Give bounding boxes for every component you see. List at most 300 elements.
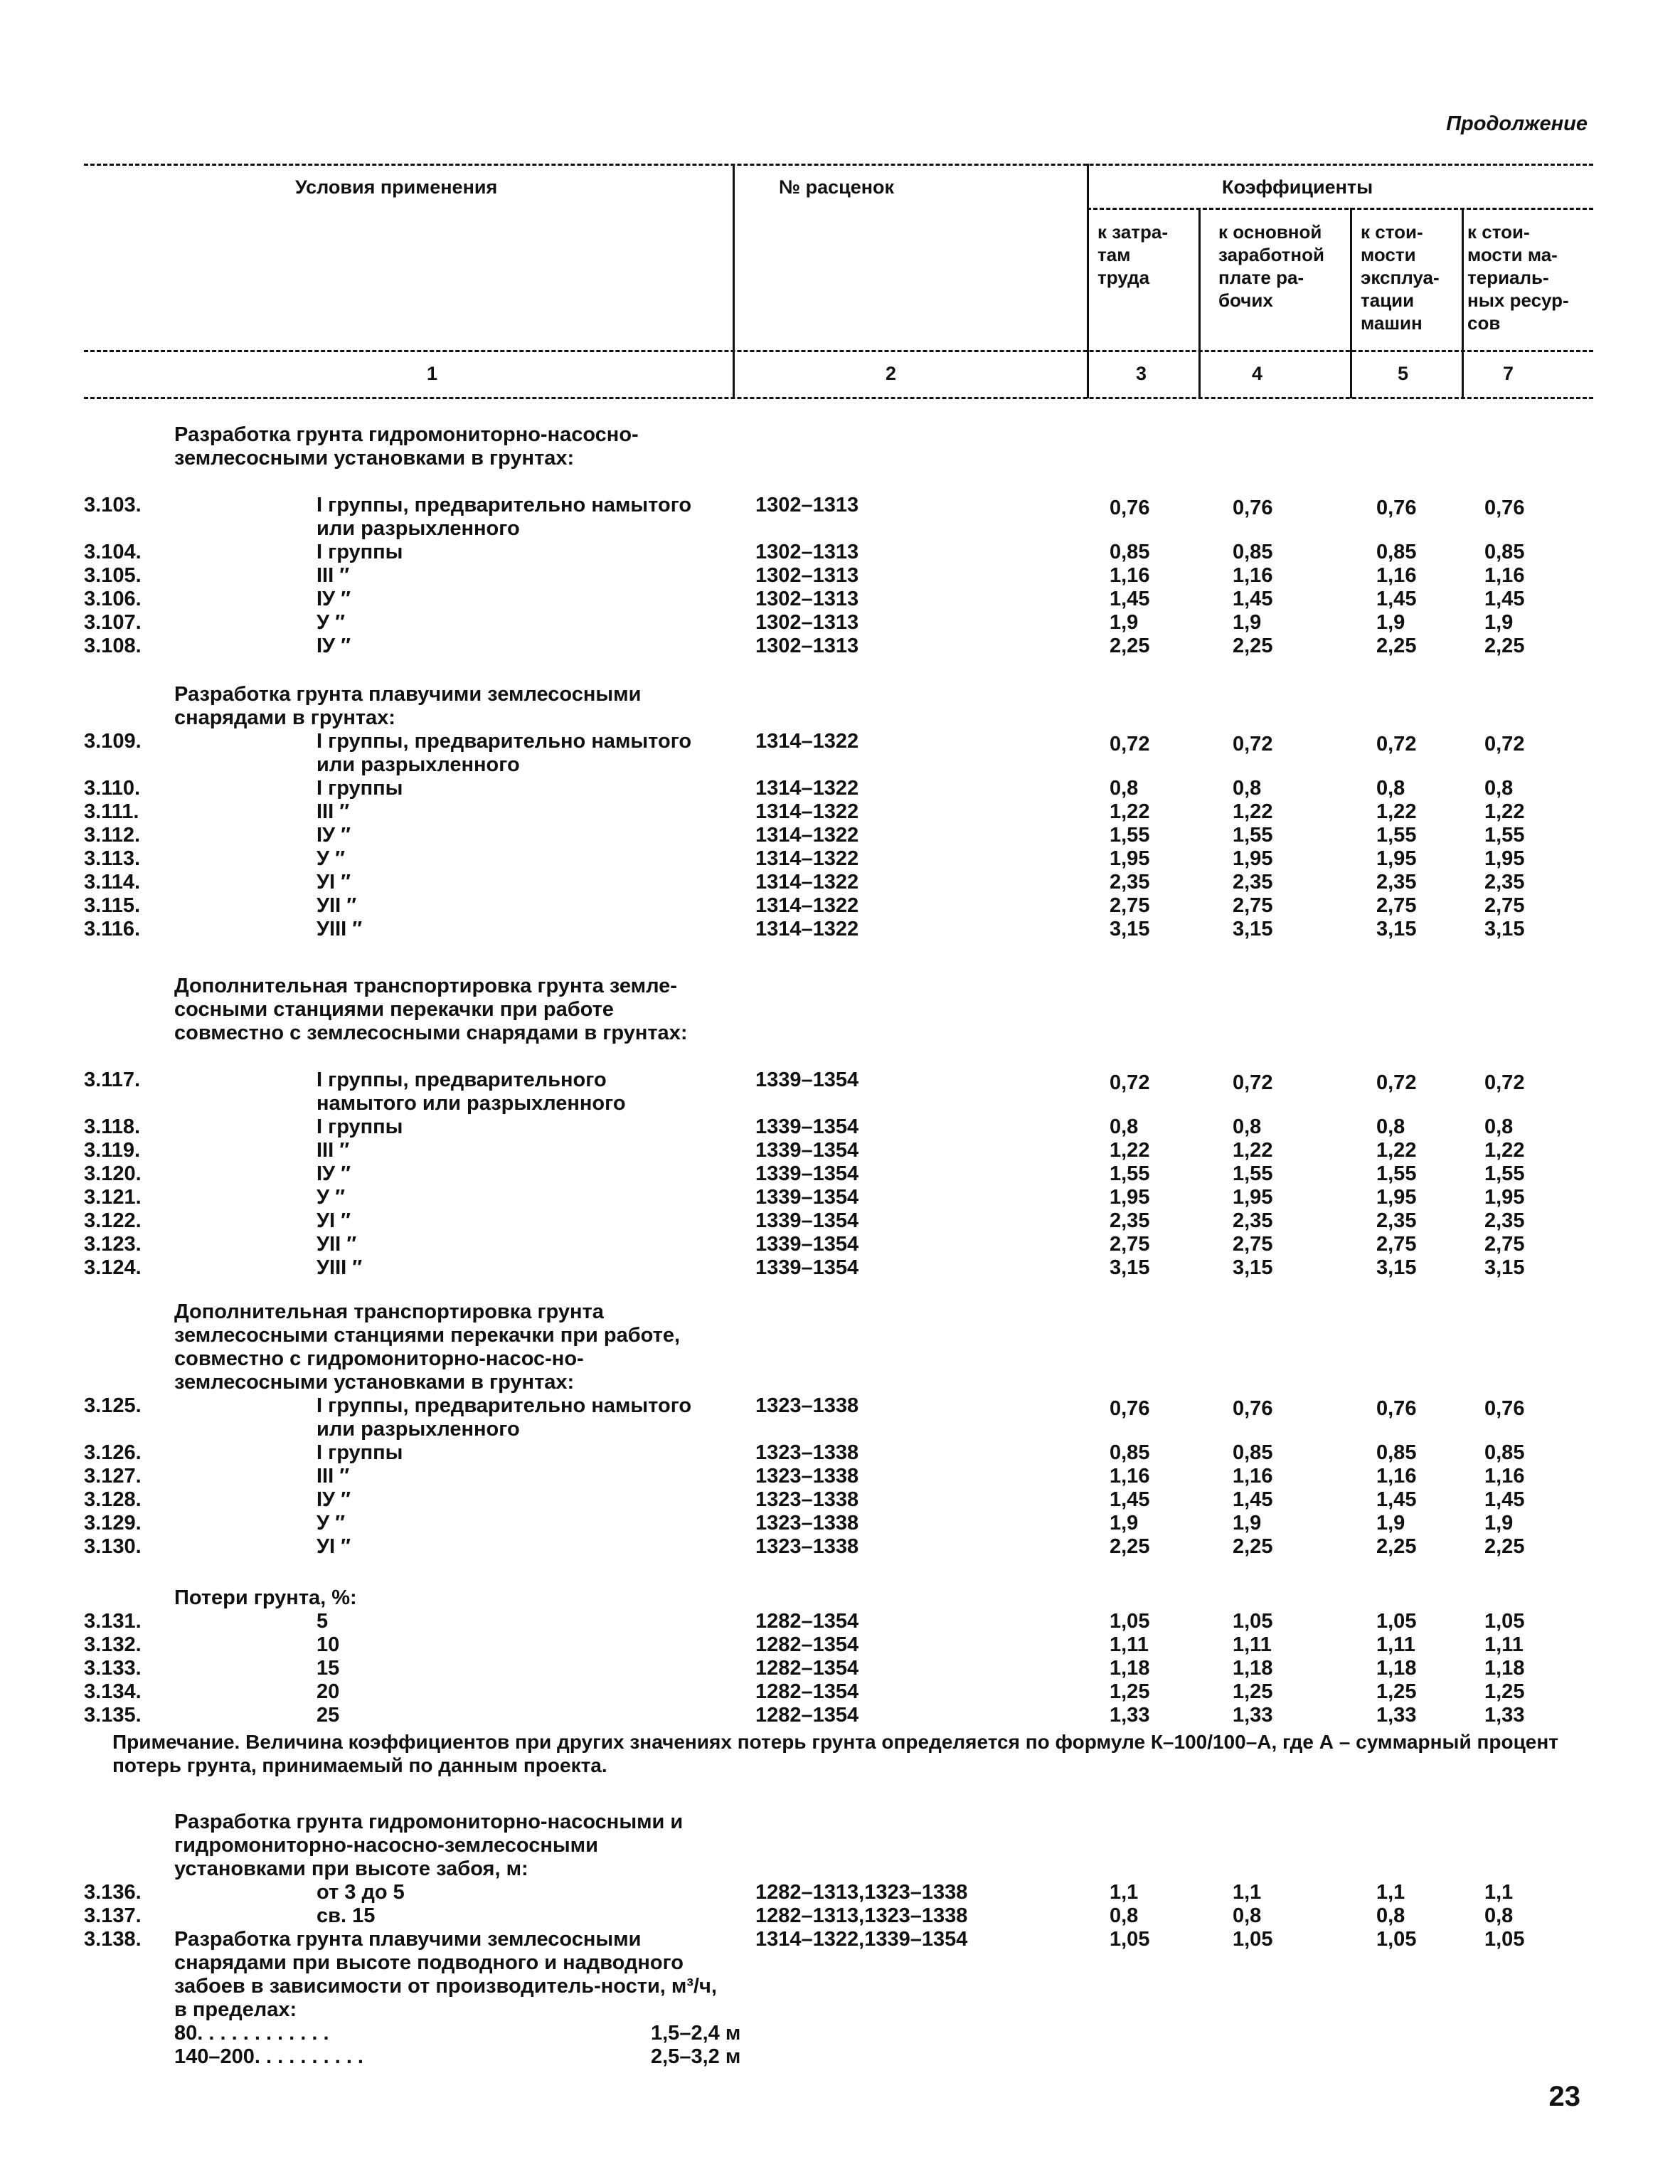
coef-machines: 0,76 (1376, 497, 1417, 519)
coef-wages: 1,33 (1233, 1704, 1273, 1727)
coef-wages: 0,72 (1233, 733, 1273, 756)
coef-materials: 1,05 (1484, 1928, 1525, 1951)
row-id: 3.107. (84, 611, 142, 634)
row-rate-codes: 1282–1354 (755, 1680, 859, 1703)
coef-wages: 1,05 (1233, 1610, 1273, 1633)
row-condition: УIII ″ (317, 1256, 363, 1279)
table-row (0, 1881, 1680, 1904)
table-row (0, 1186, 1680, 1209)
row-id: 3.108. (84, 635, 142, 657)
table-row (0, 1680, 1680, 1704)
coef-wages: 1,25 (1233, 1680, 1273, 1703)
row-condition: IУ ″ (317, 588, 351, 610)
coef-materials: 0,8 (1484, 1115, 1514, 1138)
row-rate-codes: 1323–1338 (755, 1512, 859, 1534)
row-rate-codes: 1323–1338 (755, 1465, 859, 1488)
row-rate-codes: 1339–1354 (755, 1209, 859, 1232)
coef-wages: 1,11 (1233, 1633, 1272, 1656)
coef-machines: 1,05 (1376, 1928, 1417, 1951)
coef-materials: 0,72 (1484, 1071, 1525, 1094)
coef-machines: 0,8 (1376, 1904, 1405, 1927)
table-row (0, 588, 1680, 611)
row-condition: 10 (317, 1633, 340, 1656)
coef-machines: 2,75 (1376, 1233, 1417, 1256)
row-rate-codes: 1339–1354 (755, 1139, 859, 1162)
row-id: 3.104. (84, 541, 142, 563)
coef-materials: 1,9 (1484, 1512, 1514, 1534)
coef-labor: 0,76 (1110, 497, 1150, 519)
row-id: 3.128. (84, 1488, 142, 1511)
row-rate-codes: 1314–1322 (755, 730, 859, 753)
row-rate-codes: 1314–1322 (755, 918, 859, 940)
row-id: 3.124. (84, 1256, 142, 1279)
coef-labor: 2,35 (1110, 871, 1150, 894)
header-rates: № расценок (779, 176, 895, 198)
row-condition: I группы, предварительного намытого или разрыхленного (317, 1069, 626, 1115)
coef-labor: 1,55 (1110, 1162, 1150, 1185)
coef-wages: 0,76 (1233, 497, 1273, 519)
coef-labor: 2,25 (1110, 635, 1150, 657)
coef-labor: 1,16 (1110, 1465, 1150, 1488)
row-id: 3.113. (84, 847, 141, 870)
header-divider (1198, 208, 1201, 398)
row-condition: IУ ″ (317, 1488, 351, 1511)
row-rate-codes: 1314–1322 (755, 777, 859, 800)
row-condition: IУ ″ (317, 1162, 351, 1185)
coef-materials: 1,33 (1484, 1704, 1525, 1727)
table-row (0, 1256, 1680, 1280)
coef-machines: 1,16 (1376, 564, 1417, 587)
header-conditions: Условия применения (295, 176, 498, 198)
coef-labor: 1,55 (1110, 824, 1150, 847)
coef-materials: 2,35 (1484, 1209, 1525, 1232)
row-id: 3.109. (84, 730, 142, 753)
coef-materials: 1,05 (1484, 1610, 1525, 1633)
coef-materials: 1,22 (1484, 1139, 1525, 1162)
coef-machines: 1,9 (1376, 611, 1405, 634)
continuation-label: Продолжение (1446, 112, 1588, 135)
coef-materials: 3,15 (1484, 918, 1525, 940)
header-divider (1350, 208, 1352, 398)
coef-materials: 2,35 (1484, 871, 1525, 894)
coef-materials: 2,25 (1484, 635, 1525, 657)
coef-materials: 0,8 (1484, 1904, 1514, 1927)
coef-wages: 0,8 (1233, 1115, 1262, 1138)
row-rate-codes: 1314–1322 (755, 871, 859, 894)
row-id: 3.137. (84, 1904, 142, 1927)
table-row (0, 824, 1680, 847)
coef-machines: 3,15 (1376, 918, 1417, 940)
coef-wages: 1,45 (1233, 588, 1273, 610)
row-condition: IУ ″ (317, 824, 351, 847)
coef-machines: 1,45 (1376, 1488, 1417, 1511)
coef-wages: 0,76 (1233, 1397, 1273, 1420)
coef-materials: 0,76 (1484, 497, 1525, 519)
coef-labor: 3,15 (1110, 918, 1150, 940)
coef-machines: 1,55 (1376, 1162, 1417, 1185)
coef-wages: 2,75 (1233, 1233, 1273, 1256)
coef-materials: 2,75 (1484, 894, 1525, 917)
section-title: Потери грунта, %: (174, 1586, 357, 1609)
table-row (0, 1139, 1680, 1162)
coef-wages: 1,22 (1233, 800, 1273, 823)
table-row (0, 541, 1680, 564)
coef-materials: 1,11 (1484, 1633, 1524, 1656)
row-condition: УI ″ (317, 871, 351, 894)
row-rate-codes: 1282–1354 (755, 1610, 859, 1633)
row-id: 3.116. (84, 918, 141, 940)
row-condition: I группы (317, 1115, 403, 1138)
coef-wages: 1,18 (1233, 1657, 1273, 1680)
row-rate-codes: 1323–1338 (755, 1394, 859, 1417)
coef-wages: 0,72 (1233, 1071, 1273, 1094)
coef-machines: 2,25 (1376, 1535, 1417, 1558)
row-id: 3.110. (84, 777, 141, 800)
row-rate-codes: 1314–1322 (755, 894, 859, 917)
item-label: 80. . . . . . . . . . . . (174, 2022, 329, 2045)
coef-machines: 1,05 (1376, 1610, 1417, 1633)
coef-machines: 0,85 (1376, 541, 1417, 563)
coef-labor: 1,45 (1110, 588, 1150, 610)
table-row (0, 918, 1680, 941)
table-row (0, 800, 1680, 824)
coef-labor: 1,1 (1110, 1881, 1139, 1904)
coef-machines: 0,85 (1376, 1441, 1417, 1464)
section-title: Разработка грунта плавучими землесосными снарядами в грунтах: (174, 683, 642, 729)
coef-wages: 0,8 (1233, 1904, 1262, 1927)
row-id: 3.133. (84, 1657, 142, 1680)
table-row (0, 1115, 1680, 1139)
row-id: 3.115. (84, 894, 141, 917)
row-rate-codes: 1314–1322 (755, 824, 859, 847)
row-id: 3.131. (84, 1610, 142, 1633)
coef-materials: 1,18 (1484, 1657, 1525, 1680)
coef-machines: 2,25 (1376, 635, 1417, 657)
row-rate-codes: 1302–1313 (755, 541, 859, 563)
row-rate-codes: 1314–1322,1339–1354 (755, 1928, 968, 1951)
coef-wages: 0,85 (1233, 1441, 1273, 1464)
coef-labor: 3,15 (1110, 1256, 1150, 1279)
row-id: 3.134. (84, 1680, 142, 1703)
section-title: Разработка грунта гидромониторно-насосно-землесосными установками в грунтах: (174, 423, 639, 470)
item-value: 2,5–3,2 м (651, 2045, 741, 2068)
row-condition: III ″ (317, 800, 350, 823)
coef-machines: 1,33 (1376, 1704, 1417, 1727)
coef-labor: 1,22 (1110, 800, 1150, 823)
list-item (0, 2022, 1680, 2045)
table-row (0, 1704, 1680, 1727)
row-rate-codes: 1339–1354 (755, 1162, 859, 1185)
table-row (0, 1904, 1680, 1928)
col-number: 5 (1398, 363, 1409, 384)
row-condition: I группы (317, 777, 403, 800)
coef-materials: 3,15 (1484, 1256, 1525, 1279)
row-rate-codes: 1339–1354 (755, 1256, 859, 1279)
table-row (0, 847, 1680, 871)
coef-machines: 1,11 (1376, 1633, 1415, 1656)
coef-wages: 1,9 (1233, 1512, 1262, 1534)
row-condition: 5 (317, 1610, 329, 1633)
row-rate-codes: 1339–1354 (755, 1186, 859, 1209)
table-row (0, 1633, 1680, 1657)
coef-machines: 0,8 (1376, 1115, 1405, 1138)
coef-labor: 1,05 (1110, 1610, 1150, 1633)
header-coefficients: Коэффициенты (1222, 176, 1373, 198)
coef-machines: 1,25 (1376, 1680, 1417, 1703)
coef-machines: 2,35 (1376, 871, 1417, 894)
table-row (0, 1512, 1680, 1535)
page-number: 23 (1548, 2081, 1580, 2112)
table-row (0, 1657, 1680, 1680)
coef-labor: 1,16 (1110, 564, 1150, 587)
coef-machines: 1,18 (1376, 1657, 1417, 1680)
row-id: 3.103. (84, 494, 142, 516)
coef-materials: 1,25 (1484, 1680, 1525, 1703)
row-id: 3.125. (84, 1394, 142, 1417)
table-row (0, 1162, 1680, 1186)
row-id: 3.135. (84, 1704, 142, 1727)
coef-labor: 2,75 (1110, 1233, 1150, 1256)
row-rate-codes: 1314–1322 (755, 800, 859, 823)
coef-materials: 1,95 (1484, 847, 1525, 870)
coef-machines: 1,22 (1376, 800, 1417, 823)
table-row (0, 1441, 1680, 1465)
coef-materials: 1,95 (1484, 1186, 1525, 1209)
coef-machines: 1,16 (1376, 1465, 1417, 1488)
coef-labor: 1,05 (1110, 1928, 1150, 1951)
coef-wages: 1,05 (1233, 1928, 1273, 1951)
row-id: 3.111. (84, 800, 139, 823)
col-number: 3 (1136, 363, 1147, 384)
coef-labor: 1,33 (1110, 1704, 1150, 1727)
row-condition: Разработка грунта плавучими землесосными снарядами при высоте подводного и надводного забоев в зависимости от производитель-ности, м³/ч, в пределах: (174, 1928, 717, 2021)
header-divider (733, 164, 735, 398)
header-wages: к основной заработной плате ра- бочих (1218, 221, 1324, 311)
table-row (0, 1069, 1680, 1115)
section-title: Разработка грунта гидромониторно-насосными и гидромониторно-насосно-землесосными установками при высоте забоя, м: (174, 1811, 684, 1880)
coef-materials: 2,75 (1484, 1233, 1525, 1256)
coef-machines: 3,15 (1376, 1256, 1417, 1279)
coef-wages: 1,22 (1233, 1139, 1273, 1162)
row-id: 3.130. (84, 1535, 142, 1558)
note: Примечание. Величина коэффициентов при других значениях потерь грунта определяется по формуле К–100/100–А, где А – суммарный процент потерь грунта, принимаемый по данным проекта. (112, 1731, 1558, 1776)
coef-machines: 1,22 (1376, 1139, 1417, 1162)
coef-wages: 1,1 (1233, 1881, 1262, 1904)
coef-labor: 1,25 (1110, 1680, 1150, 1703)
row-id: 3.123. (84, 1233, 142, 1256)
coef-labor: 0,8 (1110, 1115, 1139, 1138)
row-condition: I группы, предварительно намытого или разрыхленного (317, 730, 692, 776)
col-number: 2 (886, 363, 897, 384)
row-condition: УI ″ (317, 1535, 351, 1558)
coef-machines: 1,9 (1376, 1512, 1405, 1534)
header-bottom-rule (84, 397, 1593, 399)
row-condition: УI ″ (317, 1209, 351, 1232)
coef-materials: 1,1 (1484, 1881, 1514, 1904)
item-value: 1,5–2,4 м (651, 2022, 741, 2045)
table-row (0, 1465, 1680, 1488)
coef-wages: 0,85 (1233, 541, 1273, 563)
coef-materials: 1,55 (1484, 1162, 1525, 1185)
row-rate-codes: 1323–1338 (755, 1441, 859, 1464)
list-item (0, 2045, 1680, 2069)
table-row (0, 1535, 1680, 1559)
row-id: 3.129. (84, 1512, 142, 1534)
item-label: 140–200. . . . . . . . . . (174, 2045, 363, 2068)
coef-wages: 1,55 (1233, 1162, 1273, 1185)
coef-machines: 2,75 (1376, 894, 1417, 917)
coef-wages: 2,25 (1233, 1535, 1273, 1558)
row-id: 3.122. (84, 1209, 142, 1232)
row-id: 3.112. (84, 824, 141, 847)
coef-materials: 1,55 (1484, 824, 1525, 847)
coef-labor: 0,72 (1110, 733, 1150, 756)
row-rate-codes: 1323–1338 (755, 1535, 859, 1558)
row-id: 3.120. (84, 1162, 142, 1185)
row-condition: У ″ (317, 1512, 345, 1534)
header-materials: к стои- мости ма- териаль- ных ресур- сов (1467, 221, 1569, 334)
coef-wages: 2,35 (1233, 871, 1273, 894)
table-row (0, 1233, 1680, 1256)
row-rate-codes: 1339–1354 (755, 1069, 859, 1091)
coef-wages: 3,15 (1233, 1256, 1273, 1279)
table-row (0, 564, 1680, 588)
table-row (0, 1209, 1680, 1233)
row-rate-codes: 1323–1338 (755, 1488, 859, 1511)
coef-wages: 1,16 (1233, 564, 1273, 587)
coef-machines: 1,95 (1376, 1186, 1417, 1209)
row-id: 3.118. (84, 1115, 141, 1138)
table-row (0, 871, 1680, 894)
table-row (0, 1394, 1680, 1441)
coef-machines: 0,76 (1376, 1397, 1417, 1420)
coef-materials: 1,22 (1484, 800, 1525, 823)
coef-materials: 1,16 (1484, 1465, 1525, 1488)
coef-labor: 1,22 (1110, 1139, 1150, 1162)
header-divider (1087, 164, 1089, 398)
coef-materials: 0,76 (1484, 1397, 1525, 1420)
row-id: 3.106. (84, 588, 142, 610)
table-row (0, 611, 1680, 635)
row-condition: III ″ (317, 1139, 350, 1162)
coef-wages: 1,9 (1233, 611, 1262, 634)
coef-wages: 3,15 (1233, 918, 1273, 940)
coef-materials: 1,9 (1484, 611, 1514, 634)
coef-wages: 1,45 (1233, 1488, 1273, 1511)
section-title: Дополнительная транспортировка грунта землесосными станциями перекачки при работе, совместно с гидромониторно-насос-но-землесосными установками в грунтах: (174, 1300, 681, 1394)
row-rate-codes: 1302–1313 (755, 635, 859, 657)
row-id: 3.121. (84, 1186, 142, 1209)
row-id: 3.126. (84, 1441, 142, 1464)
coef-labor: 0,72 (1110, 1071, 1150, 1094)
row-id: 3.114. (84, 871, 141, 894)
coef-labor: 0,85 (1110, 1441, 1150, 1464)
row-condition: I группы, предварительно намытого или разрыхленного (317, 1394, 692, 1441)
row-id: 3.127. (84, 1465, 142, 1488)
row-rate-codes: 1282–1354 (755, 1657, 859, 1680)
coef-wages: 1,95 (1233, 847, 1273, 870)
row-rate-codes: 1302–1313 (755, 611, 859, 634)
coef-labor: 0,76 (1110, 1397, 1150, 1420)
row-rate-codes: 1282–1313,1323–1338 (755, 1881, 968, 1904)
coef-wages: 2,75 (1233, 894, 1273, 917)
row-condition: У ″ (317, 611, 345, 634)
row-condition: от 3 до 5 (317, 1881, 405, 1904)
row-rate-codes: 1282–1354 (755, 1704, 859, 1727)
coef-machines: 0,72 (1376, 1071, 1417, 1094)
coef-machines: 0,8 (1376, 777, 1405, 800)
header-top-rule (84, 164, 1593, 166)
coef-materials: 1,45 (1484, 588, 1525, 610)
coef-labor: 1,9 (1110, 1512, 1139, 1534)
coef-wages: 1,95 (1233, 1186, 1273, 1209)
coef-labor: 0,85 (1110, 541, 1150, 563)
coef-labor: 1,11 (1110, 1633, 1149, 1656)
section-title: Дополнительная транспортировка грунта земле-сосными станциями перекачки при работе совместно с землесосными снарядами в грунтах: (174, 975, 688, 1044)
table-row (0, 730, 1680, 776)
header-labor: к затра- там труда (1097, 221, 1169, 288)
coef-machines: 1,95 (1376, 847, 1417, 870)
row-condition: I группы, предварительно намытого или разрыхленного (317, 494, 692, 540)
row-condition: 20 (317, 1680, 340, 1703)
coef-machines: 2,35 (1376, 1209, 1417, 1232)
col-number: 4 (1252, 363, 1263, 384)
header-machines: к стои- мости эксплуа- тации машин (1361, 221, 1440, 334)
table-row (0, 1610, 1680, 1633)
row-condition: I группы (317, 541, 403, 563)
coef-wages: 1,16 (1233, 1465, 1273, 1488)
coef-labor: 1,45 (1110, 1488, 1150, 1511)
row-rate-codes: 1339–1354 (755, 1115, 859, 1138)
coef-materials: 0,85 (1484, 541, 1525, 563)
row-id: 3.132. (84, 1633, 142, 1656)
coef-wages: 0,8 (1233, 777, 1262, 800)
row-condition: У ″ (317, 847, 345, 870)
row-rate-codes: 1339–1354 (755, 1233, 859, 1256)
row-condition: 15 (317, 1657, 340, 1680)
table-row (0, 635, 1680, 658)
coef-labor: 1,9 (1110, 611, 1139, 634)
coef-materials: 0,85 (1484, 1441, 1525, 1464)
row-condition: УII ″ (317, 894, 357, 917)
table-row (0, 494, 1680, 540)
row-condition: IУ ″ (317, 635, 351, 657)
row-condition: III ″ (317, 564, 350, 587)
coef-machines: 0,72 (1376, 733, 1417, 756)
row-condition: I группы (317, 1441, 403, 1464)
row-condition: УIII ″ (317, 918, 363, 940)
coef-labor: 1,95 (1110, 1186, 1150, 1209)
table-row (0, 1488, 1680, 1512)
col-number: 7 (1503, 363, 1514, 384)
coef-labor: 2,75 (1110, 894, 1150, 917)
row-rate-codes: 1282–1354 (755, 1633, 859, 1656)
row-id: 3.136. (84, 1881, 142, 1904)
table-row (0, 777, 1680, 800)
coef-materials: 2,25 (1484, 1535, 1525, 1558)
coef-machines: 1,45 (1376, 588, 1417, 610)
coef-labor: 2,25 (1110, 1535, 1150, 1558)
coef-labor: 2,35 (1110, 1209, 1150, 1232)
row-rate-codes: 1302–1313 (755, 588, 859, 610)
row-id: 3.117. (84, 1069, 141, 1091)
coef-labor: 0,8 (1110, 1904, 1139, 1927)
table-row (0, 894, 1680, 918)
col-number: 1 (427, 363, 438, 384)
row-condition: III ″ (317, 1465, 350, 1488)
row-id: 3.119. (84, 1139, 141, 1162)
coef-machines: 1,55 (1376, 824, 1417, 847)
